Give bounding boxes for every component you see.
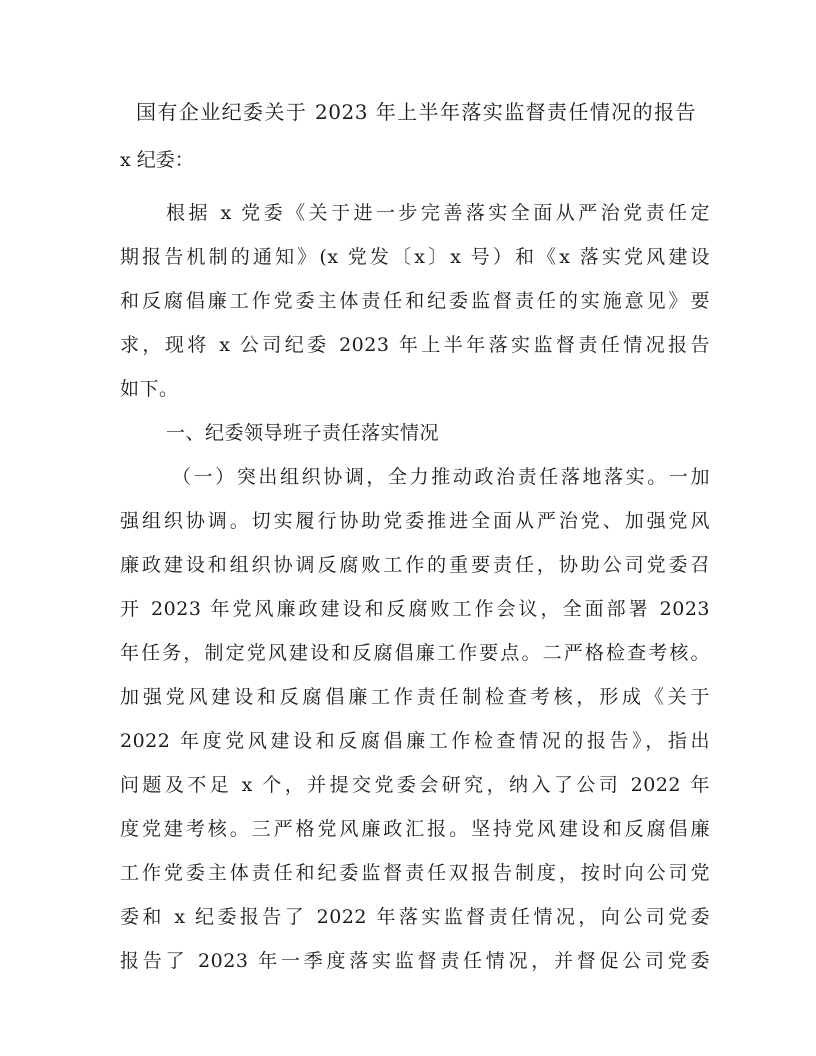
salutation: x 纪委： xyxy=(120,149,194,171)
paragraph-line: 报告了 2023 年一季度落实监督责任情况，并督促公司党委 xyxy=(120,950,710,972)
paragraph-line: 期报告机制的通知》(x 党发〔x〕x 号）和《x 落实党风建设 xyxy=(120,246,710,268)
paragraph-line: 年任务，制定党风建设和反腐倡廉工作要点。二严格检查考核。 xyxy=(120,642,710,664)
paragraph-line: 强组织协调。切实履行协助党委推进全面从严治党、加强党风 xyxy=(120,510,710,532)
paragraph-line: 开 2023 年党风廉政建设和反腐败工作会议，全面部署 2023 xyxy=(120,598,710,620)
paragraph-line: 问题及不足 x 个，并提交党委会研究，纳入了公司 2022 年 xyxy=(120,774,710,796)
paragraph-line: 加强党风建设和反腐倡廉工作责任制检查考核，形成《关于 xyxy=(120,686,710,708)
paragraph-line: 如下。 xyxy=(120,378,179,400)
paragraph-line: （一）突出组织协调，全力推动政治责任落地落实。一加 xyxy=(172,466,710,488)
paragraph-line: 委和 x 纪委报告了 2022 年落实监督责任情况，向公司党委 xyxy=(120,906,710,928)
paragraph-line: 和反腐倡廉工作党委主体责任和纪委监督责任的实施意见》要 xyxy=(120,290,710,312)
paragraph-line: 根据 x 党委《关于进一步完善落实全面从严治党责任定 xyxy=(166,202,710,224)
paragraph-line: 廉政建设和组织协调反腐败工作的重要责任，协助公司党委召 xyxy=(120,554,710,576)
section-heading: 一、纪委领导班子责任落实情况 xyxy=(166,422,440,444)
paragraph-line: 2022 年度党风建设和反腐倡廉工作检查情况的报告》，指出 xyxy=(120,730,710,752)
document-title: 国有企业纪委关于 2023 年上半年落实监督责任情况的报告 xyxy=(136,100,696,124)
paragraph-line: 度党建考核。三严格党风廉政汇报。坚持党风建设和反腐倡廉 xyxy=(120,818,710,840)
paragraph-line: 工作党委主体责任和纪委监督责任双报告制度，按时向公司党 xyxy=(120,862,710,884)
paragraph-line: 求，现将 x 公司纪委 2023 年上半年落实监督责任情况报告 xyxy=(120,334,710,356)
